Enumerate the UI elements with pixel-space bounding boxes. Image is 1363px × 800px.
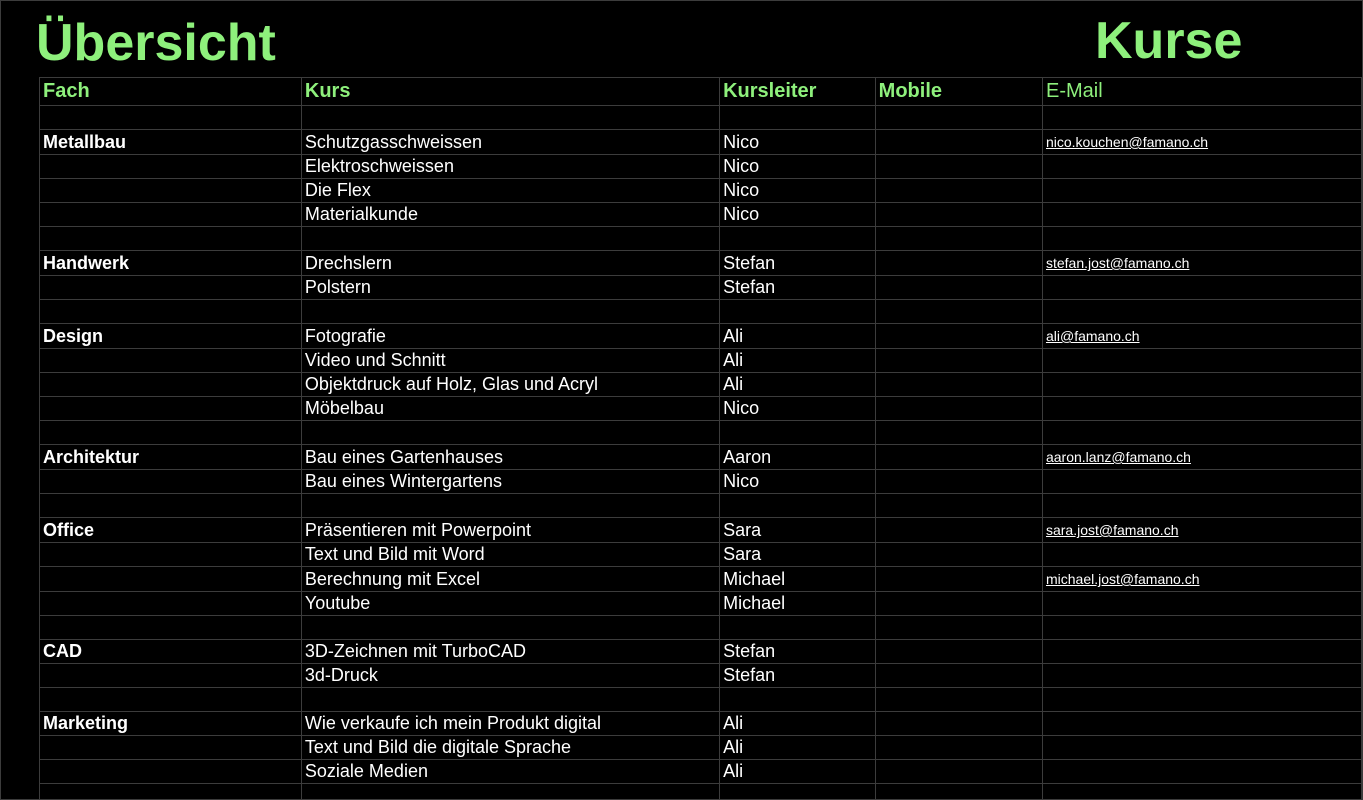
cell-kursleiter[interactable] — [720, 106, 876, 130]
table-row — [40, 324, 1362, 349]
cell-email[interactable] — [1042, 203, 1361, 227]
cell-kurs[interactable]: Objektdruck auf Holz, Glas und Acryl — [301, 373, 719, 397]
cell-kursleiter[interactable]: Aaron — [720, 445, 876, 470]
cell-mobile[interactable] — [875, 300, 1042, 324]
cell-mobile[interactable] — [875, 397, 1042, 421]
table-row — [40, 494, 1362, 518]
cell-kursleiter[interactable]: Nico — [720, 155, 876, 179]
cell-kurs[interactable]: Berechnung mit Excel — [301, 567, 719, 592]
cell-kursleiter[interactable]: Stefan — [720, 276, 876, 300]
cell-mobile[interactable] — [875, 616, 1042, 640]
header-kurs[interactable]: Kurs — [301, 78, 719, 106]
cell-fach[interactable] — [40, 300, 302, 324]
cell-fach[interactable] — [40, 616, 302, 640]
cell-kursleiter[interactable] — [720, 227, 876, 251]
cell-fach[interactable] — [40, 203, 302, 227]
table-row — [40, 179, 1362, 203]
cell-fach[interactable] — [40, 736, 302, 760]
cell-kursleiter[interactable]: Michael — [720, 592, 876, 616]
cell-mobile[interactable] — [875, 688, 1042, 712]
cell-kursleiter[interactable] — [720, 616, 876, 640]
cell-kurs[interactable]: Schutzgasschweissen — [301, 130, 719, 155]
cell-kurs[interactable]: Youtube — [301, 592, 719, 616]
cell-kursleiter[interactable]: Ali — [720, 349, 876, 373]
cell-kurs[interactable] — [301, 784, 719, 800]
cell-fach[interactable] — [40, 373, 302, 397]
table-row — [40, 130, 1362, 155]
title-uebersicht: Übersicht — [36, 14, 276, 72]
course-table — [39, 77, 1362, 800]
cell-kurs[interactable] — [301, 616, 719, 640]
cell-fach[interactable] — [40, 421, 302, 445]
table-row — [40, 784, 1362, 800]
cell-email[interactable] — [1042, 106, 1361, 130]
cell-mobile[interactable] — [875, 251, 1042, 276]
cell-email[interactable] — [1042, 349, 1361, 373]
cell-kurs[interactable] — [301, 688, 719, 712]
cell-fach[interactable] — [40, 688, 302, 712]
cell-fach[interactable] — [40, 760, 302, 784]
cell-kursleiter[interactable] — [720, 494, 876, 518]
cell-mobile[interactable] — [875, 567, 1042, 592]
cell-email[interactable] — [1042, 592, 1361, 616]
table-row — [40, 106, 1362, 130]
cell-kurs[interactable]: Text und Bild mit Word — [301, 543, 719, 567]
table-row — [40, 251, 1362, 276]
cell-kursleiter[interactable] — [720, 688, 876, 712]
table-row — [40, 518, 1362, 543]
cell-fach[interactable] — [40, 106, 302, 130]
header-fach[interactable]: Fach — [40, 78, 302, 106]
cell-fach[interactable] — [40, 494, 302, 518]
cell-kursleiter[interactable]: Ali — [720, 324, 876, 349]
table-row — [40, 664, 1362, 688]
cell-kursleiter[interactable] — [720, 784, 876, 800]
cell-mobile[interactable] — [875, 130, 1042, 155]
cell-kursleiter[interactable] — [720, 300, 876, 324]
header-row — [40, 78, 1362, 106]
cell-kurs[interactable]: Text und Bild die digitale Sprache — [301, 736, 719, 760]
cell-email[interactable] — [1042, 688, 1361, 712]
header-kursleiter[interactable]: Kursleiter — [720, 78, 876, 106]
cell-kurs[interactable]: Polstern — [301, 276, 719, 300]
email-link[interactable]: nico.kouchen@famano.ch — [1045, 134, 1209, 150]
cell-mobile[interactable] — [875, 445, 1042, 470]
table-row — [40, 445, 1362, 470]
cell-email[interactable] — [1042, 567, 1361, 592]
cell-mobile[interactable] — [875, 276, 1042, 300]
cell-email[interactable] — [1042, 300, 1361, 324]
cell-mobile[interactable] — [875, 784, 1042, 800]
cell-email[interactable] — [1042, 470, 1361, 494]
cell-kursleiter[interactable]: Nico — [720, 397, 876, 421]
cell-kursleiter[interactable]: Sara — [720, 543, 876, 567]
cell-fach[interactable]: Office — [40, 518, 302, 543]
cell-kursleiter[interactable]: Ali — [720, 712, 876, 736]
cell-mobile[interactable] — [875, 421, 1042, 445]
cell-email[interactable] — [1042, 712, 1361, 736]
cell-kursleiter[interactable]: Nico — [720, 130, 876, 155]
cell-fach[interactable] — [40, 470, 302, 494]
cell-fach[interactable]: Marketing — [40, 712, 302, 736]
cell-kurs[interactable]: Wie verkaufe ich mein Produkt digital — [301, 712, 719, 736]
cell-mobile[interactable] — [875, 349, 1042, 373]
cell-fach[interactable]: Design — [40, 324, 302, 349]
cell-fach[interactable] — [40, 276, 302, 300]
cell-email[interactable] — [1042, 784, 1361, 800]
cell-fach[interactable] — [40, 179, 302, 203]
cell-kursleiter[interactable]: Ali — [720, 760, 876, 784]
cell-kurs[interactable]: Video und Schnitt — [301, 349, 719, 373]
table-row — [40, 373, 1362, 397]
cell-fach[interactable] — [40, 664, 302, 688]
cell-email[interactable] — [1042, 130, 1361, 155]
email-link[interactable]: sara.jost@famano.ch — [1045, 522, 1179, 538]
cell-mobile[interactable] — [875, 324, 1042, 349]
cell-kurs[interactable]: Präsentieren mit Powerpoint — [301, 518, 719, 543]
cell-mobile[interactable] — [875, 227, 1042, 251]
cell-email[interactable] — [1042, 421, 1361, 445]
cell-kurs[interactable]: Soziale Medien — [301, 760, 719, 784]
cell-email[interactable] — [1042, 760, 1361, 784]
cell-fach[interactable] — [40, 784, 302, 800]
cell-email[interactable] — [1042, 664, 1361, 688]
cell-kurs[interactable] — [301, 106, 719, 130]
cell-mobile[interactable] — [875, 470, 1042, 494]
email-link[interactable]: michael.jost@famano.ch — [1045, 571, 1200, 587]
header-email[interactable]: E-Mail — [1042, 78, 1361, 106]
cell-email[interactable] — [1042, 227, 1361, 251]
cell-email[interactable] — [1042, 179, 1361, 203]
cell-mobile[interactable] — [875, 203, 1042, 227]
cell-kurs[interactable]: 3d-Druck — [301, 664, 719, 688]
table-row — [40, 397, 1362, 421]
cell-kursleiter[interactable]: Sara — [720, 518, 876, 543]
cell-email[interactable] — [1042, 640, 1361, 664]
cell-email[interactable] — [1042, 155, 1361, 179]
cell-kurs[interactable] — [301, 421, 719, 445]
cell-fach[interactable]: Metallbau — [40, 130, 302, 155]
cell-fach[interactable] — [40, 567, 302, 592]
table-row — [40, 470, 1362, 494]
table-row — [40, 712, 1362, 736]
cell-mobile[interactable] — [875, 179, 1042, 203]
cell-kurs[interactable] — [301, 494, 719, 518]
cell-kursleiter[interactable]: Stefan — [720, 640, 876, 664]
cell-email[interactable] — [1042, 251, 1361, 276]
cell-mobile[interactable] — [875, 106, 1042, 130]
cell-mobile[interactable] — [875, 155, 1042, 179]
cell-kurs[interactable]: Elektroschweissen — [301, 155, 719, 179]
cell-mobile[interactable] — [875, 712, 1042, 736]
table-row — [40, 203, 1362, 227]
cell-fach[interactable] — [40, 155, 302, 179]
cell-fach[interactable] — [40, 592, 302, 616]
cell-mobile[interactable] — [875, 664, 1042, 688]
cell-kursleiter[interactable]: Nico — [720, 470, 876, 494]
table-row — [40, 688, 1362, 712]
cell-mobile[interactable] — [875, 592, 1042, 616]
cell-kursleiter[interactable]: Ali — [720, 736, 876, 760]
cell-fach[interactable]: Architektur — [40, 445, 302, 470]
table-row — [40, 543, 1362, 567]
cell-mobile[interactable] — [875, 518, 1042, 543]
cell-email[interactable] — [1042, 397, 1361, 421]
cell-email[interactable] — [1042, 736, 1361, 760]
table-row — [40, 276, 1362, 300]
cell-kursleiter[interactable]: Stefan — [720, 251, 876, 276]
cell-mobile[interactable] — [875, 543, 1042, 567]
cell-kurs[interactable]: 3D-Zeichnen mit TurboCAD — [301, 640, 719, 664]
cell-kurs[interactable]: Drechslern — [301, 251, 719, 276]
table-row — [40, 760, 1362, 784]
cell-fach[interactable] — [40, 543, 302, 567]
cell-kurs[interactable]: Bau eines Gartenhauses — [301, 445, 719, 470]
cell-kursleiter[interactable]: Nico — [720, 179, 876, 203]
table-row — [40, 616, 1362, 640]
cell-kurs[interactable]: Möbelbau — [301, 397, 719, 421]
email-link[interactable]: stefan.jost@famano.ch — [1045, 255, 1190, 271]
table-row — [40, 421, 1362, 445]
cell-email[interactable] — [1042, 543, 1361, 567]
cell-email[interactable] — [1042, 445, 1361, 470]
title-kurse: Kurse — [1095, 12, 1243, 70]
table-row — [40, 349, 1362, 373]
cell-mobile[interactable] — [875, 640, 1042, 664]
cell-email[interactable] — [1042, 616, 1361, 640]
cell-kursleiter[interactable]: Nico — [720, 203, 876, 227]
email-link[interactable]: ali@famano.ch — [1045, 328, 1140, 344]
table-row — [40, 227, 1362, 251]
cell-kurs[interactable] — [301, 300, 719, 324]
table-row — [40, 736, 1362, 760]
cell-kurs[interactable]: Fotografie — [301, 324, 719, 349]
cell-email[interactable] — [1042, 518, 1361, 543]
cell-kursleiter[interactable]: Ali — [720, 373, 876, 397]
cell-kursleiter[interactable]: Michael — [720, 567, 876, 592]
header-mobile[interactable]: Mobile — [875, 78, 1042, 106]
cell-email[interactable] — [1042, 324, 1361, 349]
cell-kurs[interactable]: Bau eines Wintergartens — [301, 470, 719, 494]
cell-email[interactable] — [1042, 373, 1361, 397]
cell-fach[interactable]: Handwerk — [40, 251, 302, 276]
table-row — [40, 640, 1362, 664]
cell-kursleiter[interactable]: Stefan — [720, 664, 876, 688]
cell-fach[interactable] — [40, 227, 302, 251]
cell-fach[interactable] — [40, 397, 302, 421]
cell-mobile[interactable] — [875, 760, 1042, 784]
cell-kurs[interactable]: Die Flex — [301, 179, 719, 203]
cell-fach[interactable] — [40, 349, 302, 373]
table-row — [40, 567, 1362, 592]
cell-email[interactable] — [1042, 276, 1361, 300]
table-row — [40, 300, 1362, 324]
cell-kurs[interactable]: Materialkunde — [301, 203, 719, 227]
email-link[interactable]: aaron.lanz@famano.ch — [1045, 449, 1191, 465]
cell-kursleiter[interactable] — [720, 421, 876, 445]
cell-fach[interactable]: CAD — [40, 640, 302, 664]
cell-mobile[interactable] — [875, 494, 1042, 518]
table-row — [40, 592, 1362, 616]
cell-email[interactable] — [1042, 494, 1361, 518]
cell-mobile[interactable] — [875, 373, 1042, 397]
cell-kurs[interactable] — [301, 227, 719, 251]
table-row — [40, 155, 1362, 179]
cell-mobile[interactable] — [875, 736, 1042, 760]
